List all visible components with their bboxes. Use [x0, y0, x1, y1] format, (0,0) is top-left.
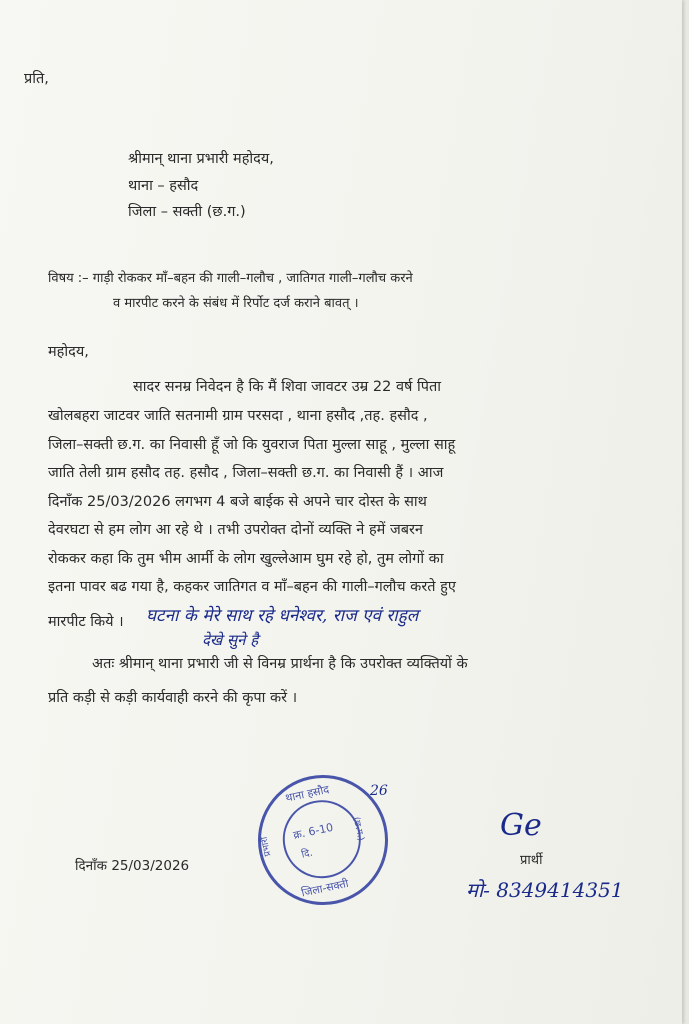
- body-line: मारपीट किये ।: [48, 614, 124, 630]
- body-line: देवरघटा से हम लोग आ रहे थे । तभी उपरोक्त दोनों व्यक्ति ने हमें जबरन: [48, 522, 423, 538]
- stamp-bottom-text: जिला-सक्ती: [300, 876, 350, 900]
- signature-label: प्रार्थी: [520, 853, 543, 868]
- stamp-sub: दि.: [300, 847, 314, 861]
- stamp-handwritten-date: 26: [370, 783, 388, 799]
- body-line: इतना पावर बढ गया है, कहकर जातिगत व माँ–बहन की गाली–गलौच करते हुए: [48, 579, 456, 595]
- handwritten-insert-line-2: देखे सुने है: [202, 631, 259, 649]
- subject-line-1: विषय :– गाड़ी रोककर माँ–बहन की गाली–गलौच , जातिगत गाली–गलौच करने: [48, 271, 413, 286]
- body-line: रोककर कहा कि तुम भीम आर्मी के लोग खुल्लेआम घुम रहे हो, तुम लोगों का: [48, 551, 444, 567]
- salutation-to: प्रति,: [24, 71, 49, 87]
- stamp-right-text: (छ.ग.): [350, 816, 366, 842]
- stamp-number: क्र. 6-10: [292, 820, 335, 842]
- addressee-line-2: थाना – हसौद: [128, 178, 199, 194]
- handwritten-insert-line-1: घटना के मेरे साथ रहे धनेश्वर, राज एवं राहुल: [146, 606, 419, 626]
- request-line-2: प्रति कड़ी से कड़ी कार्यवाही करने की कृपा करें ।: [48, 690, 298, 706]
- stamp-left-text: प्रभारी: [259, 835, 274, 858]
- request-line-1: अतः श्रीमान् थाना प्रभारी जी से विनम्र प्रार्थना है कि उपरोक्त व्यक्तियों के: [92, 656, 468, 672]
- body-line: सादर सनम्र निवेदन है कि मैं शिवा जावटर उम्र 22 वर्ष पिता: [133, 379, 442, 395]
- body-line: जाति तेली ग्राम हसौद तह. हसौद , जिला–सक्ती छ.ग. का निवासी हैं । आज: [48, 465, 444, 481]
- phone-number: मो- 8349414351: [466, 878, 624, 902]
- body-line: खोलबहरा जाटवर जाति सतनामी ग्राम परसदा , थाना हसौद ,तह. हसौद ,: [48, 408, 428, 424]
- signature-mark: Ge: [500, 808, 542, 843]
- body-line: जिला–सक्ती छ.ग. का निवासी हूँ जो कि युवराज पिता मुल्ला साहू , मुल्ला साहू: [48, 437, 456, 453]
- addressee-line-1: श्रीमान् थाना प्रभारी महोदय,: [128, 151, 274, 167]
- addressee-line-3: जिला – सक्ती (छ.ग.): [128, 204, 246, 220]
- date-line: दिनाँक 25/03/2026: [75, 858, 190, 874]
- stamp-top-text: थाना हसौद: [284, 782, 331, 805]
- subject-line-2: व मारपीट करने के संबंध में रिर्पोट दर्ज कराने बावत् ।: [113, 296, 359, 311]
- body-line: दिनाँक 25/03/2026 लगभग 4 बजे बाईक से अपने चार दोस्त के साथ: [48, 494, 427, 510]
- greeting: महोदय,: [48, 344, 89, 360]
